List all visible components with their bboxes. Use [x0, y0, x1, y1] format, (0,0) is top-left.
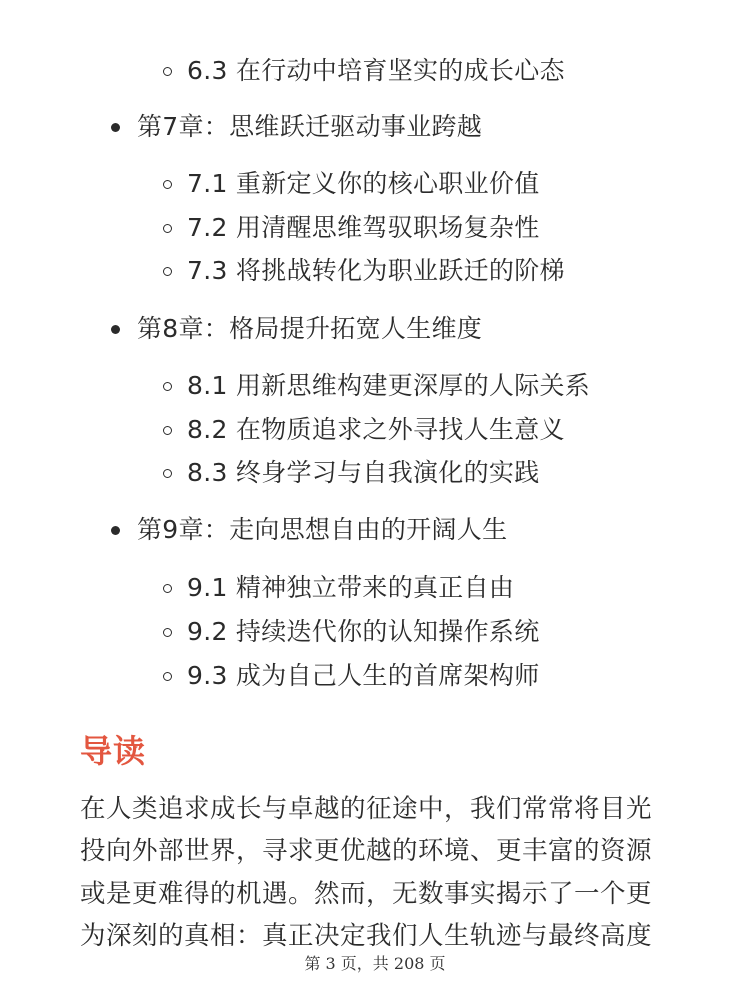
- paragraph-line: 投向外部世界，寻求更优越的环境、更丰富的资源: [80, 836, 653, 867]
- toc-chapter-9[interactable]: [111, 510, 507, 550]
- toc-item-label: 7.1 重新定义你的核心职业价值: [187, 169, 540, 198]
- hollow-bullet-icon: [163, 584, 172, 593]
- toc-item-8-1[interactable]: [163, 366, 590, 406]
- hollow-bullet-icon: [163, 469, 172, 478]
- toc-chapter-8[interactable]: [111, 309, 482, 349]
- toc-item-label: 7.2 用清醒思维驾驭职场复杂性: [187, 213, 540, 242]
- paragraph-line: 在人类追求成长与卓越的征途中，我们常常将目光: [80, 794, 653, 824]
- hollow-bullet-icon: [163, 382, 172, 391]
- toc-item-7-1[interactable]: [163, 164, 540, 204]
- toc-item-label: 8.1 用新思维构建更深厚的人际关系: [187, 371, 591, 400]
- toc-item-label: 9.3 成为自己人生的首席架构师: [187, 661, 540, 690]
- toc-item-6-3[interactable]: [163, 51, 565, 91]
- toc-item-8-2[interactable]: [163, 410, 565, 450]
- toc-item-7-3[interactable]: [163, 251, 565, 291]
- toc-item-9-3[interactable]: [163, 656, 540, 696]
- hollow-bullet-icon: [163, 180, 172, 189]
- toc-chapter-label: 第7章：思维跃迁驱动事业跨越: [137, 112, 483, 141]
- filled-bullet-icon: [111, 325, 120, 334]
- hollow-bullet-icon: [163, 628, 172, 637]
- toc-item-label: 8.3 终身学习与自我演化的实践: [187, 458, 540, 487]
- toc-item-label: 9.1 精神独立带来的真正自由: [187, 573, 515, 602]
- toc-item-label: 9.2 持续迭代你的认知操作系统: [187, 617, 540, 646]
- hollow-bullet-icon: [163, 426, 172, 435]
- toc-item-8-3[interactable]: [163, 453, 540, 493]
- toc-item-label: 8.2 在物质追求之外寻找人生意义: [187, 415, 565, 444]
- filled-bullet-icon: [111, 123, 120, 132]
- hollow-bullet-icon: [163, 267, 172, 276]
- toc-item-9-1[interactable]: [163, 568, 514, 608]
- intro-heading: 导读: [80, 732, 147, 770]
- toc-chapter-label: 第8章：格局提升拓宽人生维度: [137, 314, 483, 343]
- toc-chapter-label: 第9章：走向思想自由的开阔人生: [137, 515, 508, 544]
- hollow-bullet-icon: [163, 67, 172, 76]
- toc-chapter-7[interactable]: [111, 107, 482, 147]
- toc-item-9-2[interactable]: [163, 612, 540, 652]
- intro-paragraph: [80, 788, 680, 957]
- filled-bullet-icon: [111, 526, 120, 535]
- paragraph-line: 或是更难得的机遇。然而，无数事实揭示了一个更: [80, 878, 653, 909]
- page-number-footer: 第 3 页，共 208 页: [304, 954, 446, 973]
- toc-item-label: 7.3 将挑战转化为职业跃迁的阶梯: [187, 256, 565, 285]
- toc-item-7-2[interactable]: [163, 208, 540, 248]
- hollow-bullet-icon: [163, 224, 172, 233]
- hollow-bullet-icon: [163, 672, 172, 681]
- paragraph-line: 为深刻的真相：真正决定我们人生轨迹与最终高度: [80, 920, 653, 951]
- toc-item-label: 6.3 在行动中培育坚实的成长心态: [187, 56, 565, 85]
